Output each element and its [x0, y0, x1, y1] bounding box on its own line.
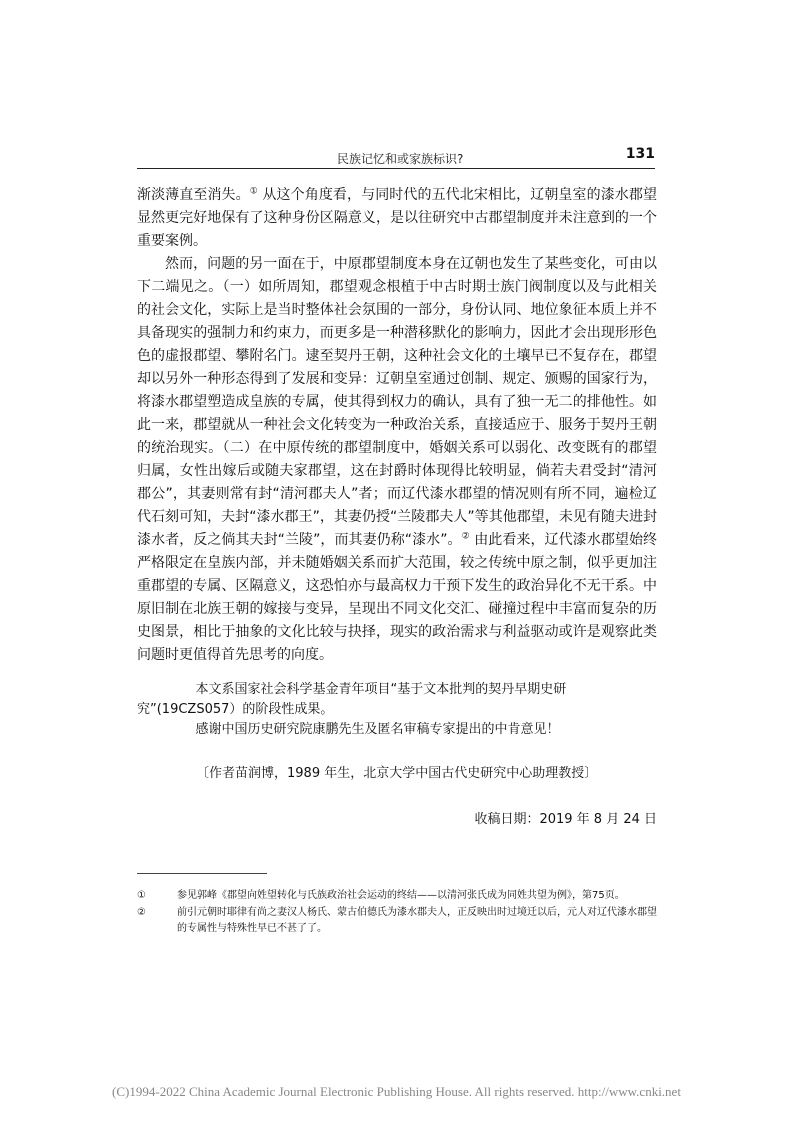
acknowledgement-line: 感谢中国历史研究院康鹏先生及匿名审稿专家提出的中肯意见！	[195, 722, 560, 737]
footnote-2	[137, 905, 659, 937]
footnote-1	[137, 888, 659, 904]
footnote-text: 参见郭峰《郡望向姓望转化与氏族政治社会运动的终结——以清河张氏成为同姓共望为例》，第75页。	[177, 890, 625, 901]
footnote-mark: ②	[137, 907, 146, 918]
body-text	[137, 184, 657, 667]
header-rule	[137, 168, 655, 169]
running-header	[137, 148, 655, 168]
page-number: 131	[625, 146, 655, 162]
paragraph-1	[137, 184, 657, 253]
paragraph-2	[137, 253, 657, 667]
footnote-ref-2[interactable]: ②	[461, 531, 470, 542]
funding-note	[137, 680, 657, 740]
funding-line: 本文系国家社会科学基金青年项目“基于文本批判的契丹早期史研究”(19CZS057）的阶段性成果。	[137, 682, 567, 717]
footnotes	[137, 888, 659, 938]
paragraph-text: 然而，问题的另一面在于，中原郡望制度本身在辽朝也发生了某些变化，可由以下二端见之。（一）如所周知，郡望观念根植于中古时期士族门阀制度以及与此相关的社会文化，实际上是当时整体社会氛围的一部分，身份认同、地位象征本质上并不具备现实的强制力和约束力，而更多是一种潜移默化的影响力，因此才会出现形形色色的虚报郡望、攀附名门。逮至契丹王朝，这种社会文化的土壤早已不复存在，郡望却以另外一种形态得到了发展和变异：辽朝皇室通过创制、规定、颁赐的国家行为，将漆水郡望塑造成皇族的专属，使其得到权力的确认，具有了独一无二的排他性。如此一来，郡望就从一种社会文化转变为一种政治关系，直接适应于、服务于契丹王朝的统治现实。（二）在中原传统的郡望制度中，婚姻关系可以弱化、改变既有的郡望归属，女性出嫁后或随夫家郡望，这在封爵时体现得比较明显，倘若夫君受封“清河郡公”，其妻则常有封“清河郡夫人”者；而辽代漆水郡望的情况则有所不同，遍检辽代石刻可知，夫封“漆水郡王”，其妻仍授“兰陵郡夫人”等其他郡望，未见有随夫进封漆水者，反之倘其夫封“兰陵”，而其妻仍称“漆水”。	[137, 256, 657, 548]
paragraph-text: 从这个角度看，与同时代的五代北宋相比，辽朝皇室的漆水郡望显然更完好地保有了这种身份区隔意义，是以往研究中古郡望制度并未注意到的一个重要案例。	[137, 187, 657, 249]
received-date: 收稿日期：2019 年 8 月 24 日	[474, 812, 657, 827]
footnote-mark: ①	[137, 890, 146, 901]
running-title: 民族记忆和或家族标识?	[337, 152, 464, 166]
footnote-rule	[137, 873, 267, 874]
paragraph-text: 由此看来，辽代漆水郡望始终严格限定在皇族内部，并未随婚姻关系而扩大范围，较之传统中原之制，似乎更加注重郡望的专属、区隔意义，这恐怕亦与最高权力干预下发生的政治异化不无干系。中原旧制在北族王朝的嫁接与变异，呈现出不同文化交汇、碰撞过程中丰富而复杂的历史图景，相比于抽象的文化比较与抉择，现实的政治需求与利益驱动或许是观察此类问题时更值得首先思考的向度。	[137, 532, 658, 663]
paragraph-text: 渐淡薄直至消失。	[137, 187, 250, 203]
copyright-footer: (C)1994-2022 China Academic Journal Electronic Publishing House. All rights reserved. http://www.cnki.net	[112, 1084, 681, 1099]
footnote-ref-1[interactable]: ①	[249, 186, 258, 197]
author-bio: 〔作者苗润博，1989 年生，北京大学中国古代史研究中心助理教授〕	[196, 766, 598, 781]
footnote-text: 前引元朝时耶律有尚之妻汉人杨氏、蒙古伯德氏为漆水郡夫人，正反映出时过境迁以后，元人对辽代漆水郡望的专属性与特殊性早已不甚了了。	[177, 907, 657, 934]
